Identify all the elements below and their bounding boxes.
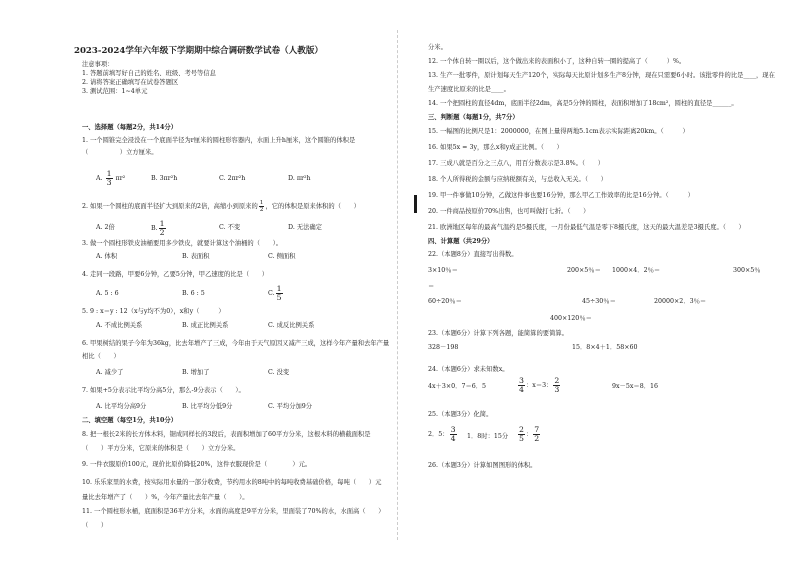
q10-line2: 量比去年增产了（ ）%，今年产量比去年产量（ ）。 xyxy=(82,494,249,501)
q5-option-c: C. 成反比例关系 xyxy=(268,322,315,329)
q10-line1: 10. 乐乐家里的水费，按实际用水量的一部分收费，节约用水的8吨中的每吨收费基础价格，每吨（ ）元 xyxy=(82,479,382,486)
q23-b: 15．8×4＋1．58×60 xyxy=(572,344,638,351)
judge-15: 15. 一幅图的比例尺是1：2000000，在图上量得两地5.1cm表示实际距离20km。（ ） xyxy=(428,128,689,135)
section-2-heading: 二、填空题（每空1分，共10分） xyxy=(82,417,178,424)
q2-option-c: C. 不变 xyxy=(219,224,241,231)
q13-line2: 生产速度比原来的比是____。 xyxy=(428,86,510,93)
q1-option-d: D. πr²h xyxy=(288,175,311,182)
q1-line2: （ ）立方厘米。 xyxy=(82,149,158,156)
q2-fraction: $\frac{1}{2}$ xyxy=(259,200,264,213)
q4-option-a: A. 5 : 6 xyxy=(96,290,119,297)
q3-option-b: B. 表面积 xyxy=(182,253,210,260)
q24-a: 4x＋3×0．7＝6．5 xyxy=(428,383,487,390)
q13-line1: 13. 生产一批零件，原计划每天生产120个，实际每天比原计划多生产8分钟，现在只需要6小时。该批零件的比是____，现在 xyxy=(428,72,775,79)
judge-21: 21. 欧洲地区每年的最高气温约是5摄氏度，一月份最低气温是零下8摄氏度，这天的最大温差是3摄氏度。（ ） xyxy=(428,224,745,231)
judge-17: 17. 三成八就是百分之三点八，用百分数表示是3.8%。（ ） xyxy=(428,160,604,167)
q3-option-c: C. 侧面积 xyxy=(268,253,296,260)
q2-stem: 2. 如果一个圆柱的底面半径扩大到原来的2倍，高缩小到原来的 $\frac{1}{2}$ ，它的体积是原来体积的（ ） xyxy=(82,200,360,213)
q25-heading: 25.（本题3分）化简。 xyxy=(428,411,493,418)
q4-stem: 4. 走同一段路，甲要6分钟，乙要5分钟，甲乙速度的比是（ ） xyxy=(82,271,269,278)
notice-item-2: 2. 请将答案正确填写在试卷答题区 xyxy=(82,79,179,86)
q8-line1: 8. 把一根长2米的长方体木料，锯成同样长的3段后，表面积增加了60平方分米，这根木料的横截面积是 xyxy=(82,431,371,438)
q24-b: $\frac{3}{4}$ ：x＝3： $\frac{2}{3}$ xyxy=(519,376,560,394)
q22-f: 60÷20％＝ xyxy=(428,298,462,305)
q26-heading: 26.（本题3分）计算如图图形的体积。 xyxy=(428,462,537,469)
right-page xyxy=(397,0,794,562)
notice-item-3: 3. 测试范围：1~4单元 xyxy=(82,88,148,95)
q22-heading: 22.（本题8分）直接写出得数。 xyxy=(428,251,518,258)
q11-line1: 11. 一个圆柱形水桶，底面积是36平方分米，水面的高度是9平方分米，里面装了70%的水，水面高（ ） xyxy=(82,508,385,515)
q22-a: 3×10％＝ xyxy=(428,267,458,274)
q3-option-a: A. 体积 xyxy=(96,253,118,260)
q7-option-c: C. 平均分加9分 xyxy=(268,403,313,410)
q6-line2: 相比（ ） xyxy=(82,353,120,360)
q5-stem: 5. 9 : x＝y : 12（x与y均不为0），x和y（ ） xyxy=(82,308,225,315)
q5-option-a: A. 不成比例关系 xyxy=(96,322,143,329)
section-3-heading: 三、判断题（每题1分，共7分） xyxy=(428,114,519,121)
section-4-heading: 四、计算题（共29分） xyxy=(428,238,494,245)
q8-line2: （ ）平方分米，它原来的体积是（ ）立方分米。 xyxy=(82,445,240,452)
q23-a: 328－198 xyxy=(428,344,459,351)
q5-option-b: B. 成正比例关系 xyxy=(182,322,229,329)
section-1-heading: 一、选择题（每题2分，共14分） xyxy=(82,124,178,131)
q2-option-d: D. 无法确定 xyxy=(288,224,323,231)
q6-option-c: C. 没变 xyxy=(268,369,290,376)
q23-heading: 23.（本题6分）计算下列各题，能简算的要简算。 xyxy=(428,330,568,337)
q4-option-b: B. 6 : 5 xyxy=(182,290,205,297)
q24-c: 9x－5x＝8．16 xyxy=(612,383,659,390)
q22-b: 200×5％＝ xyxy=(567,267,601,274)
q1-option-b: B. 3πr²h xyxy=(151,175,178,182)
judge-20: 20. 一件商品按原价70%出售，也可叫做打七折。（ ） xyxy=(428,208,590,215)
q25-c: $\frac{2}{5}$ ： $\frac{7}{2}$ xyxy=(519,425,540,443)
q11-line2: （ ） xyxy=(82,522,108,529)
q7-option-a: A. 比平均分高9分 xyxy=(96,403,147,410)
q22-c: 1000×4．2％＝ xyxy=(612,267,661,274)
notice-item-1: 1. 答题前填写好自己的姓名、班级、考号等信息 xyxy=(82,70,216,77)
q6-option-b: B. 增加了 xyxy=(182,369,210,376)
q7-stem: 7. 如果+5分表示比平均分高5分，那么-9分表示（ ）。 xyxy=(82,387,245,394)
q2-option-a: A. 2倍 xyxy=(96,224,115,231)
q22-e: ＝ xyxy=(428,283,435,290)
q25-b: 1．8时：15分 xyxy=(467,433,509,440)
q6-line1: 6. 甲果树结的果子今年为36kg，比去年增产了三成，今年由于天气原因又减产三成，这样今年产量和去年产量 xyxy=(82,340,390,347)
judge-19: 19. 甲一件事做10分钟，乙做这件事也要16分钟，那么甲乙工作效率的比是16分钟。（ ） xyxy=(428,192,694,199)
q22-h: 20000×2．3％＝ xyxy=(654,298,707,305)
q24-heading: 24.（本题6分）求未知数x。 xyxy=(428,366,509,373)
q12-stem: 12. 一个体自转一圈以后，这个做出来的表面积小了，这种自转一圈的提高了（ ）%。 xyxy=(428,58,686,65)
q22-i: 400×120％＝ xyxy=(550,315,592,322)
judge-16: 16. 如果5x = 3y，那么x和y成正比例。（ ） xyxy=(428,144,563,151)
q14-stem: 14. 一个把圆柱的直径4dm，底面半径2dm，高是5分钟的圆柱，表面积增加了18cm²，圆柱的直径是______。 xyxy=(428,100,738,107)
q25-a: 2．5： $\frac{3}{4}$ xyxy=(428,425,456,443)
q22-g: 45÷30％＝ xyxy=(582,298,616,305)
q3-stem: 3. 做一个圆柱形铁皮油桶要用多少铁皮，就要计算这个油桶的（ ）。 xyxy=(82,240,283,247)
q1-line1: 1. 一个圆锥完全浸没在一个底面半径为r厘米的圆柱形容器内，水面上升h厘米，这个圆锥的体积是 xyxy=(82,137,356,144)
q22-d: 300×5％ xyxy=(733,267,761,274)
judge-18: 18. 个人所得税的金额与应纳税额有关，与总收入无关。（ ） xyxy=(428,176,607,183)
q1-option-a: A. $\frac{1}{3}$ πr² xyxy=(96,169,126,187)
q7-option-b: B. 比平均分低9分 xyxy=(182,403,233,410)
q11-continued: 分米。 xyxy=(428,44,447,51)
q2-option-b: B. $\frac{1}{2}$ xyxy=(151,219,165,237)
q1-option-c: C. 2πr²h xyxy=(219,175,246,182)
notice-heading: 注意事项： xyxy=(82,61,114,68)
q9-stem: 9. 一件衣服原价100元，现价比原价降低20%，这件衣服现价是（ ）元。 xyxy=(82,461,312,468)
exam-title: 2023-2024学年六年级下学期期中综合调研数学试卷（人教版） xyxy=(73,46,324,56)
q4-option-c: C. $\frac{1}{5}$ xyxy=(268,284,282,302)
q1-a-fraction: $\frac{1}{3}$ xyxy=(106,169,112,187)
q6-option-a: A. 减少了 xyxy=(96,369,124,376)
